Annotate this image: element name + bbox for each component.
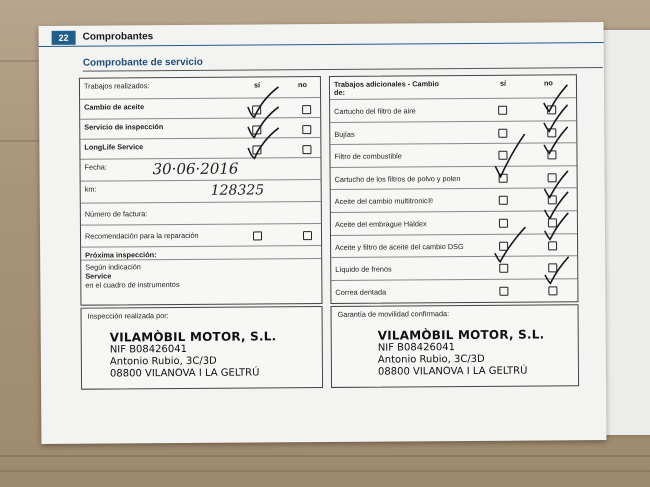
handwritten-date: 30·06·2016 [152, 159, 239, 179]
work-done-table [79, 76, 323, 306]
checkbox-no[interactable] [548, 241, 557, 250]
checkbox-si[interactable] [499, 219, 508, 228]
additional-work-row: Correa dentada [331, 278, 577, 303]
checkbox-no[interactable] [302, 145, 311, 154]
checkbox-no[interactable] [548, 218, 557, 227]
checkbox-si[interactable] [499, 196, 508, 205]
handwritten-km: 128325 [210, 182, 265, 199]
checkbox-no[interactable] [302, 105, 311, 114]
checkbox-no[interactable] [303, 231, 312, 240]
checkbox-si[interactable] [498, 151, 507, 160]
row-factura: Número de factura: [81, 201, 321, 226]
row-km: km: 128325 [81, 179, 321, 204]
checkbox-si[interactable] [499, 241, 508, 250]
additional-work-row: Cartucho del filtro de aire [330, 97, 576, 122]
additional-work-header: Trabajos adicionales - Cambio de: sí no [333, 78, 553, 97]
row-servicio-inspeccion: Servicio de inspección [80, 117, 320, 140]
company-stamp: VILAMÒBIL MOTOR, S.L. NIF B08426041 Antonio Rubio, 3C/3D 08800 VILANOVA I LA GELTRÚ [109, 329, 277, 380]
checkbox-no[interactable] [547, 151, 556, 160]
work-done-header: Trabajos realizados: sí no [83, 80, 307, 91]
row-proxima-inspeccion: Próxima inspección: Según indicación Service en el cuadro de instrumentos [81, 245, 321, 306]
checkbox-si[interactable] [498, 106, 507, 115]
additional-work-row: Líquido de frenos [331, 255, 577, 280]
checkbox-si[interactable] [499, 287, 508, 296]
checkbox-no[interactable] [548, 286, 557, 295]
additional-work-row: Aceite y filtro de aceite del cambio DSG [331, 233, 577, 258]
additional-work-row: Filtro de combustible [330, 142, 576, 167]
page-number: 22 [52, 31, 76, 45]
additional-work-row: Cartucho de los filtros de polvo y polen [331, 165, 577, 190]
additional-work-row: Aceite del cambio multitronic® [331, 188, 577, 213]
checkbox-no[interactable] [548, 264, 557, 273]
checkbox-no[interactable] [548, 173, 557, 182]
checkbox-no[interactable] [548, 196, 557, 205]
company-stamp: VILAMÒBIL MOTOR, S.L. NIF B08426041 Antonio Rubio, 3C/3D 08800 VILANOVA I LA GELTRÚ [377, 327, 545, 378]
checkbox-si[interactable] [252, 145, 261, 154]
checkbox-si[interactable] [499, 174, 508, 183]
checkbox-si[interactable] [252, 105, 261, 114]
row-longlife-service: LongLife Service [80, 137, 320, 160]
inspection-signature-box: Inspección realizada por: VILAMÒBIL MOTOR, S.L. NIF B08426041 Antonio Rubio, 3C/3D 08800 VILANOVA I LA GELTRÚ [81, 306, 324, 390]
row-cambio-aceite: Cambio de aceite [80, 97, 320, 120]
row-recomendacion: Recomendación para la reparación [81, 223, 321, 248]
additional-work-row: Aceite del embrague Haldex [331, 210, 577, 235]
form-title: Comprobante de servicio [82, 56, 203, 69]
checkbox-si[interactable] [253, 231, 262, 240]
checkbox-no[interactable] [547, 128, 556, 137]
checkbox-si[interactable] [499, 264, 508, 273]
checkbox-si[interactable] [252, 125, 261, 134]
booklet-page [39, 22, 607, 444]
section-header: Comprobantes [82, 31, 154, 43]
row-fecha: Fecha: 30·06·2016 [80, 157, 320, 182]
checkbox-no[interactable] [302, 125, 311, 134]
additional-work-table [329, 74, 579, 304]
mobility-guarantee-box: Garantía de movilidad confirmada: VILAMÒBIL MOTOR, S.L. NIF B08426041 Antonio Rubio, 3C/3D 08800 VILANOVA I LA GELTRÚ [331, 304, 580, 388]
checkbox-no[interactable] [547, 105, 556, 114]
checkbox-si[interactable] [498, 128, 507, 137]
additional-work-row: Bujías [330, 120, 576, 145]
